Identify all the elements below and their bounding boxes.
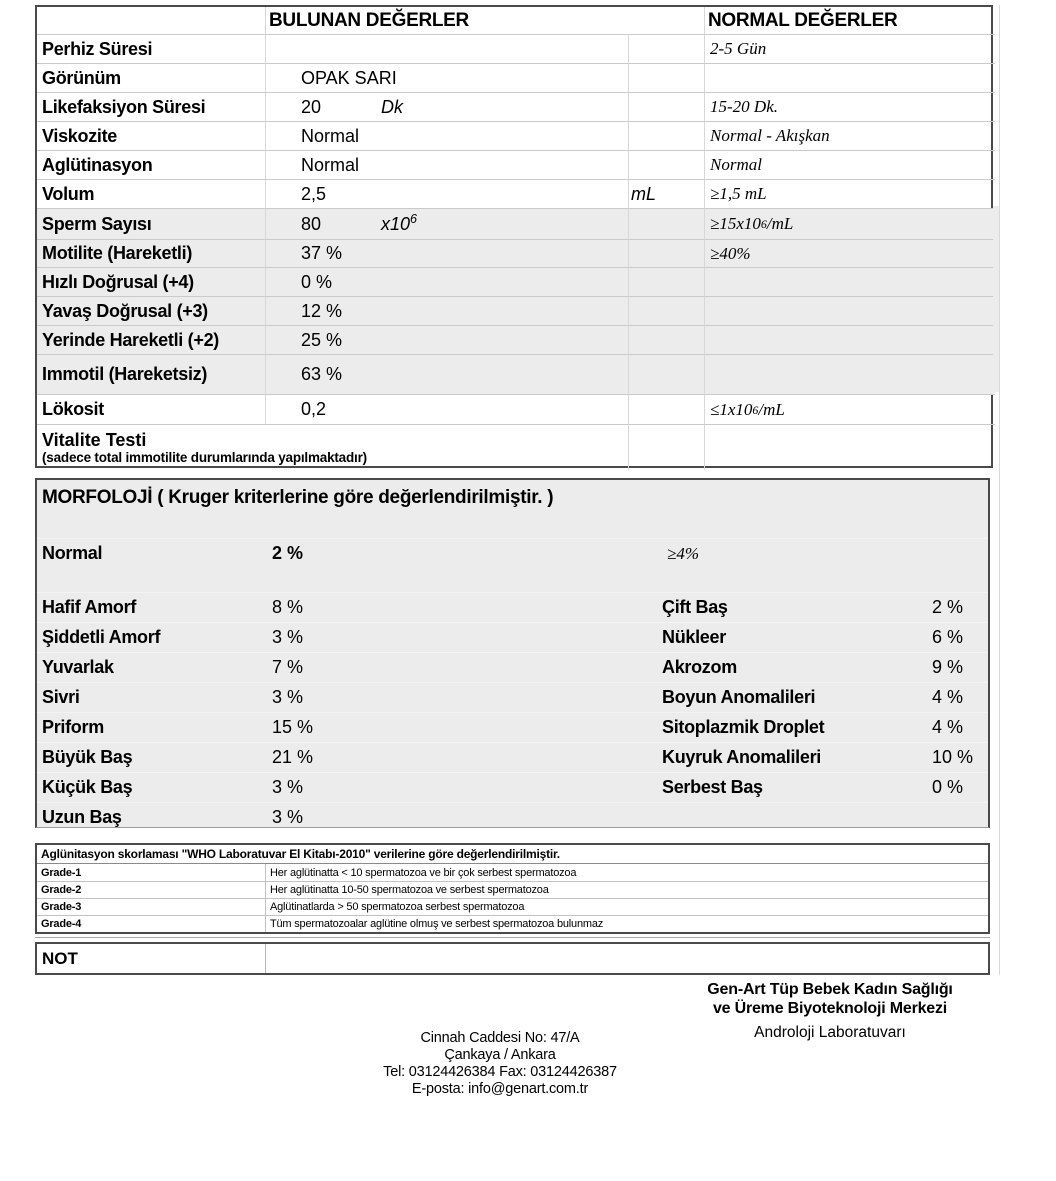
row-label: Lökosit <box>37 394 265 424</box>
value-number: 20 <box>301 96 322 117</box>
clinic-name-block <box>640 980 1020 1042</box>
morphology-value: 10 % <box>932 747 974 767</box>
row-normal: ≤1x10 6 /mL <box>704 394 995 424</box>
normal-values-header: NORMAL DEĞERLER <box>704 7 995 34</box>
morphology-label: Boyun Anomalileri <box>662 687 816 707</box>
row-label: Motilite (Hareketli) <box>37 239 265 267</box>
row-value: 0 % <box>265 267 628 296</box>
morphology-value: 21 % <box>272 747 314 767</box>
address-phone: Tel: 03124426384 Fax: 03124426387 <box>383 1064 617 1080</box>
grade-description: Tüm spermatozoalar aglütine olmuş ve serbest spermatozoa bulunmaz <box>265 915 988 932</box>
morphology-row <box>37 742 988 773</box>
morphology-row <box>37 802 988 833</box>
empty-header-cell <box>37 7 265 34</box>
separator-line <box>35 937 990 938</box>
row-label: Perhiz Süresi <box>37 34 265 63</box>
address-city: Çankaya / Ankara <box>444 1047 556 1063</box>
morphology-label: Nükleer <box>662 627 726 647</box>
row-value: 2,5 <box>265 179 628 208</box>
row-normal: Normal <box>704 150 995 179</box>
morphology-value: 8 % <box>272 597 304 617</box>
morphology-normal-row <box>37 538 988 569</box>
laboratory-name: Androloji Laboratuvarı <box>754 1024 906 1041</box>
row-normal: Normal - Akışkan <box>704 121 995 150</box>
grade-description: Her aglütinatta < 10 spermatozoa ve bir çok serbest spermatozoa <box>265 864 988 881</box>
morphology-label: Akrozom <box>662 657 737 677</box>
row-label: Likefaksiyon Süresi <box>37 92 265 121</box>
clinic-name-line2: ve Üreme Biyoteknoloji Merkezi <box>712 1000 948 1017</box>
morphology-label: Çift Baş <box>662 597 728 617</box>
row-unit <box>628 424 704 470</box>
row-unit <box>628 267 704 296</box>
morphology-value: 2 % <box>272 543 304 563</box>
row-label: Aglütinasyon <box>37 150 265 179</box>
row-label: Yerinde Hareketli (+2) <box>37 325 265 354</box>
clinic-name-line1: Gen-Art Tüp Bebek Kadın Sağlığı <box>707 981 953 998</box>
address-email: E-posta: info@genart.com.tr <box>411 1081 589 1097</box>
row-label: Yavaş Doğrusal (+3) <box>37 296 265 325</box>
morphology-section <box>35 478 990 828</box>
value-unit: $x10^6$ <box>381 211 418 234</box>
morphology-label: Sivri <box>42 687 80 707</box>
row-unit <box>628 34 704 63</box>
morphology-label: Hafif Amorf <box>42 597 137 617</box>
row-unit <box>628 208 704 239</box>
grade-label: Grade-1 <box>41 866 82 879</box>
row-normal <box>704 354 995 394</box>
row-unit <box>628 394 704 424</box>
row-unit <box>628 150 704 179</box>
grade-label: Grade-2 <box>37 881 265 898</box>
row-value: Normal <box>265 121 628 150</box>
morphology-row <box>37 712 988 743</box>
vitalite-sublabel: (sadece total immotilite durumlarında yapılmaktadır) <box>42 450 367 465</box>
morphology-label: Serbest Baş <box>662 777 763 797</box>
row-value <box>265 34 628 63</box>
morphology-value: 4 % <box>932 717 964 737</box>
grade-description: Aglütinatlarda > 50 spermatozoa serbest spermatozoa <box>265 898 988 915</box>
morphology-value: 15 % <box>272 717 314 737</box>
morphology-label: Priform <box>42 717 104 737</box>
row-unit <box>628 354 704 394</box>
morphology-label: Sitoplazmik Droplet <box>662 717 825 737</box>
results-table <box>35 5 993 468</box>
row-unit <box>628 121 704 150</box>
morphology-row <box>37 592 988 623</box>
row-normal <box>704 296 995 325</box>
row-normal <box>704 63 995 92</box>
morphology-value: 0 % <box>932 777 964 797</box>
row-unit: mL <box>628 179 704 208</box>
grade-label: Grade-4 <box>37 915 265 932</box>
morphology-label: Büyük Baş <box>42 747 133 767</box>
morphology-label: Normal <box>42 543 103 563</box>
row-normal <box>704 267 995 296</box>
row-label-vitalite <box>37 424 628 470</box>
morphology-row <box>37 772 988 803</box>
row-unit <box>628 239 704 267</box>
row-unit <box>628 63 704 92</box>
row-label: Viskozite <box>37 121 265 150</box>
row-label: Immotil (Hareketsiz) <box>37 354 265 394</box>
morphology-value: 3 % <box>272 777 304 797</box>
row-value: Normal <box>265 150 628 179</box>
address-street: Cinnah Caddesi No: 47/A <box>420 1030 580 1046</box>
row-value <box>265 92 628 121</box>
morphology-value: 3 % <box>272 687 304 707</box>
note-value-cell <box>265 944 988 973</box>
row-normal: 15-20 Dk. <box>704 92 995 121</box>
morphology-title: MORFOLOJİ ( Kruger kriterlerine göre değerlendirilmiştir. ) <box>42 487 554 508</box>
morphology-row <box>37 652 988 683</box>
row-normal: ≥1,5 mL <box>704 179 995 208</box>
row-normal: ≥40% <box>704 239 995 267</box>
morphology-row <box>37 682 988 713</box>
address-block <box>320 1030 680 1098</box>
agglutination-grading-table <box>35 843 990 934</box>
morphology-value: 3 % <box>272 627 304 647</box>
morphology-row <box>37 622 988 653</box>
vitalite-label: Vitalite Testi <box>42 430 147 450</box>
morphology-label: Uzun Baş <box>42 807 122 827</box>
morphology-value: 3 % <box>272 807 304 827</box>
note-box <box>35 942 990 975</box>
morphology-normal-reference: ≥4% <box>667 544 699 563</box>
morphology-label: Yuvarlak <box>42 657 114 677</box>
morphology-value: 4 % <box>932 687 964 707</box>
grade-description: Her aglütinatta 10-50 spermatozoa ve serbest spermatozoa <box>265 881 988 898</box>
row-label: Görünüm <box>37 63 265 92</box>
row-normal: 2-5 Gün <box>704 34 995 63</box>
morphology-label: Şiddetli Amorf <box>42 627 161 647</box>
value-unit: Dk <box>381 96 403 117</box>
row-normal: ≥15x10 6 /mL <box>704 208 995 239</box>
morphology-value: 6 % <box>932 627 964 647</box>
row-value: 0,2 <box>265 394 628 424</box>
morphology-value: 2 % <box>932 597 964 617</box>
row-value: 12 % <box>265 296 628 325</box>
row-unit <box>628 325 704 354</box>
row-value: OPAK SARI <box>265 63 628 92</box>
row-unit <box>628 92 704 121</box>
right-gutter-line <box>999 5 1000 975</box>
row-unit <box>628 296 704 325</box>
row-normal <box>704 424 995 470</box>
row-value: 37 % <box>265 239 628 267</box>
row-label: Volum <box>37 179 265 208</box>
row-value: 25 % <box>265 325 628 354</box>
morphology-value: 9 % <box>932 657 964 677</box>
found-values-header: BULUNAN DEĞERLER <box>265 7 704 34</box>
row-normal <box>704 325 995 354</box>
note-label: NOT <box>42 948 78 968</box>
morphology-value: 7 % <box>272 657 304 677</box>
row-value <box>265 208 628 239</box>
morphology-label: Küçük Baş <box>42 777 133 797</box>
row-label: Sperm Sayısı <box>37 208 265 239</box>
grade-label: Grade-3 <box>37 898 265 915</box>
morphology-label: Kuyruk Anomalileri <box>662 747 821 767</box>
row-value: 63 % <box>265 354 628 394</box>
value-number: 80 <box>301 213 322 234</box>
agglutination-title: Aglünitasyon skorlaması "WHO Laboratuvar El Kitabı-2010" verilerine göre değerlendirilmiştir. <box>37 845 988 864</box>
row-label: Hızlı Doğrusal (+4) <box>37 267 265 296</box>
